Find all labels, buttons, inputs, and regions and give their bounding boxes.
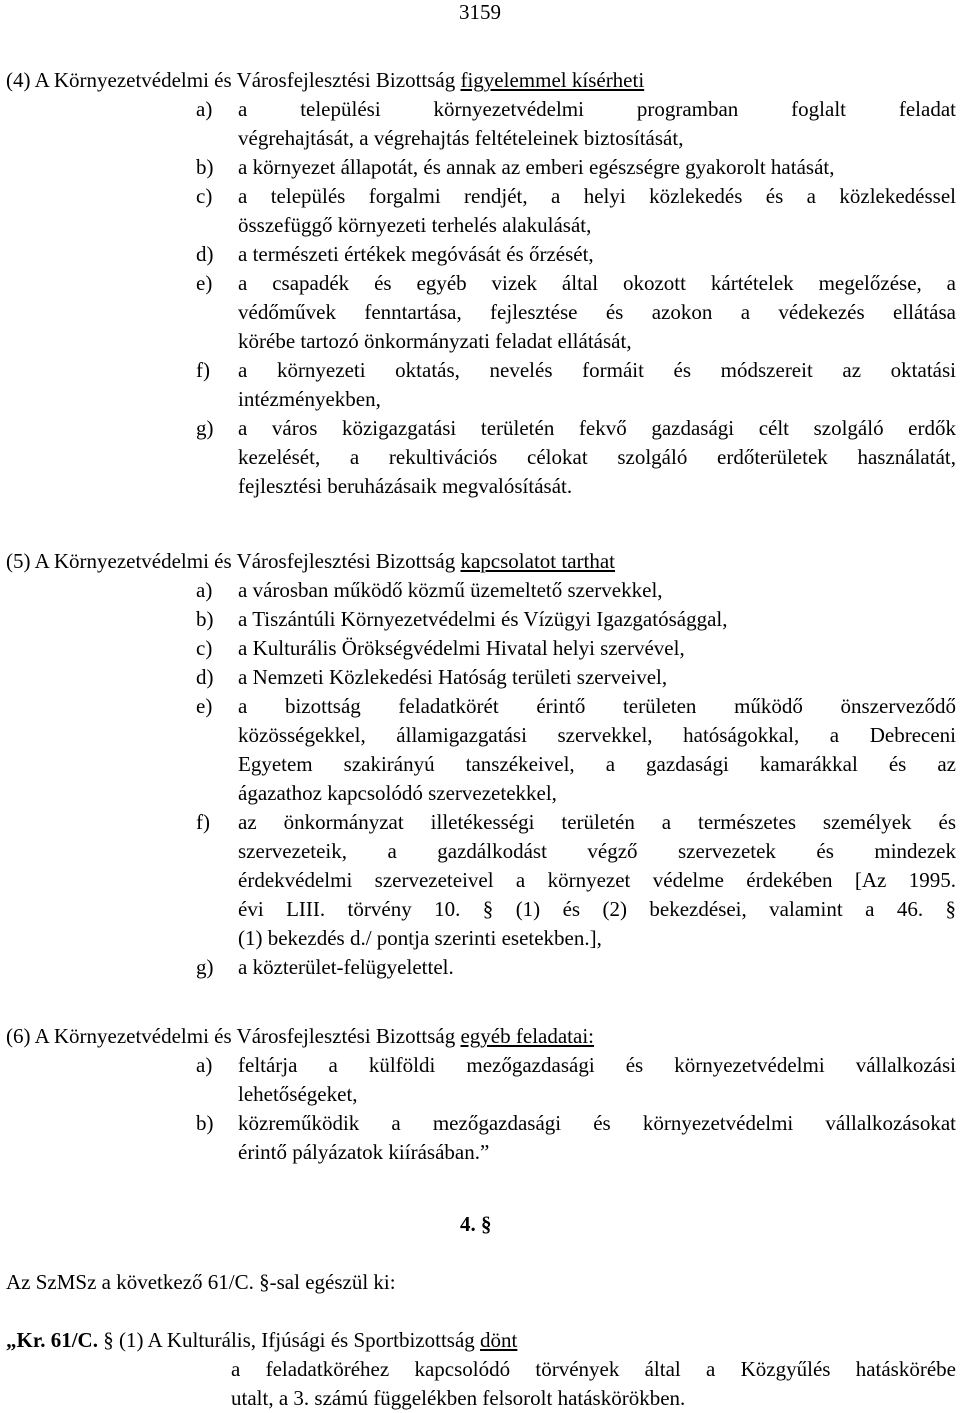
section-6-intro: (6) A Környezetvédelmi és Városfejlesztési Bizottság: [6, 1024, 461, 1048]
list-item: [196, 414, 956, 501]
list-item-line: ágazathoz kapcsolódó szervezetekkel,: [238, 781, 557, 805]
list-item-line: évi LIII. törvény 10. § (1) és (2) bekezdései, valamint a 46. §: [238, 897, 956, 921]
kr-61c-body: [231, 1355, 956, 1413]
kr-61c-line: a feladatköréhez kapcsolódó törvények által a Közgyűlés hatáskörébe: [231, 1357, 956, 1381]
list-item-line: védőművek fenntartása, fejlesztése és azokon a védekezés ellátása: [238, 300, 956, 324]
list-item-label: f): [196, 358, 210, 382]
list-item: [196, 663, 956, 692]
list-item-label: b): [196, 155, 214, 179]
list-item: [196, 356, 956, 414]
list-item-line: (1) bekezdés d./ pontja szerinti esetekben.],: [238, 926, 602, 950]
list-item-line: végrehajtását, a végrehajtás feltételeinek biztosítását,: [238, 126, 684, 150]
list-item-line: Egyetem szakirányú tanszékeivel, a gazdasági kamarákkal és az: [238, 752, 956, 776]
section-5-intro-underlined: kapcsolatot tarthat: [460, 549, 616, 573]
list-item-label: c): [196, 636, 213, 660]
kr-61c-underlined: dönt: [480, 1328, 518, 1352]
list-item-label: c): [196, 184, 213, 208]
list-item: [196, 1051, 956, 1109]
list-item: [196, 576, 956, 605]
list-item-label: d): [196, 665, 214, 689]
list-item-line: körébe tartozó önkormányzati feladat ellátását,: [238, 329, 632, 353]
list-item: [196, 182, 956, 240]
list-item-line: a környezeti oktatás, nevelés formáit és módszereit az oktatási: [238, 358, 956, 382]
list-item-line: a városban működő közmű üzemeltető szervekkel,: [238, 578, 663, 602]
list-item-line: az önkormányzat illetékességi területén a természetes személyek és: [238, 810, 956, 834]
list-item: [196, 605, 956, 634]
list-item-line: a természeti értékek megóvását és őrzését,: [238, 242, 594, 266]
list-item: [196, 269, 956, 356]
list-item-line: érdekvédelmi szervezeteivel a környezet védelme érdekében [Az 1995.: [238, 868, 956, 892]
list-item-label: d): [196, 242, 214, 266]
kr-61c-line: utalt, a 3. számú függelékben felsorolt hatáskörökben.: [231, 1386, 686, 1410]
list-item-line: intézményekben,: [238, 387, 381, 411]
kr-61c-heading: [6, 1326, 517, 1355]
kr-61c-middle: § (1) A Kulturális, Ifjúsági és Sportbizottság: [97, 1328, 481, 1352]
list-item-line: a Kulturális Örökségvédelmi Hivatal helyi szervével,: [238, 636, 685, 660]
list-item-line: a csapadék és egyéb vizek által okozott kártételek megelőzése, a: [238, 271, 956, 295]
list-item-line: összefüggő környezeti terhelés alakulását,: [238, 213, 592, 237]
list-item-label: f): [196, 810, 210, 834]
list-item-line: közösségekkel, államigazgatási szervekkel, hatóságokkal, a Debreceni: [238, 723, 956, 747]
list-item-label: g): [196, 955, 214, 979]
list-item-line: feltárja a külföldi mezőgazdasági és környezetvédelmi vállalkozási: [238, 1053, 956, 1077]
section-4-intro: (4) A Környezetvédelmi és Városfejlesztési Bizottság: [6, 68, 461, 92]
list-item-line: a közterület-felügyelettel.: [238, 955, 454, 979]
list-item-label: a): [196, 578, 213, 602]
list-item: [196, 634, 956, 663]
list-item: [196, 808, 956, 953]
list-item-line: kezelését, a rekultivációs célokat szolgáló erdőterületek használatát,: [238, 445, 956, 469]
section-number: 4. §: [460, 1212, 492, 1236]
list-item: [196, 953, 956, 982]
list-item-line: a bizottság feladatkörét érintő területen működő önszerveződő: [238, 694, 956, 718]
list-item-label: e): [196, 694, 213, 718]
list-item-label: b): [196, 1111, 214, 1135]
list-item-line: a település forgalmi rendjét, a helyi közlekedés és a közlekedéssel: [238, 184, 956, 208]
section-4-intro-underlined: figyelemmel kísérheti: [460, 68, 645, 92]
list-item-line: lehetőségeket,: [238, 1082, 358, 1106]
list-item-label: a): [196, 1053, 213, 1077]
list-item-line: a város közigazgatási területén fekvő gazdasági célt szolgáló erdők: [238, 416, 956, 440]
list-item: [196, 1109, 956, 1167]
list-item: [196, 692, 956, 808]
list-item-line: a települési környezetvédelmi programban foglalt feladat: [238, 97, 956, 121]
page-number: 3159: [459, 0, 501, 24]
section-4-heading: [6, 66, 956, 95]
list-item-line: közreműködik a mezőgazdasági és környezetvédelmi vállalkozásokat: [238, 1111, 956, 1135]
list-item: [196, 240, 956, 269]
section-5-heading: [6, 547, 956, 576]
list-item-label: g): [196, 416, 214, 440]
section-5-intro: (5) A Környezetvédelmi és Városfejlesztési Bizottság: [6, 549, 461, 573]
list-item-line: a Tiszántúli Környezetvédelmi és Vízügyi Igazgatósággal,: [238, 607, 728, 631]
list-item-line: a környezet állapotát, és annak az emberi egészségre gyakorolt hatását,: [238, 155, 835, 179]
list-item-line: érintő pályázatok kiírásában.”: [238, 1140, 490, 1164]
amendment-intro: Az SzMSz a következő 61/C. §-sal egészül ki:: [6, 1270, 396, 1294]
section-6-intro-underlined: egyéb feladatai:: [460, 1024, 594, 1048]
list-item: [196, 95, 956, 153]
list-item-line: a Nemzeti Közlekedési Hatóság területi szerveivel,: [238, 665, 668, 689]
list-item-line: fejlesztési beruházásaik megvalósítását.: [238, 474, 573, 498]
list-item-label: a): [196, 97, 213, 121]
list-item-line: szervezeteik, a gazdálkodást végző szervezetek és mindezek: [238, 839, 956, 863]
section-6-heading: [6, 1022, 956, 1051]
list-item-label: e): [196, 271, 213, 295]
kr-61c-bold-prefix: „Kr. 61/C.: [6, 1328, 98, 1352]
list-item: [196, 153, 956, 182]
list-item-label: b): [196, 607, 214, 631]
